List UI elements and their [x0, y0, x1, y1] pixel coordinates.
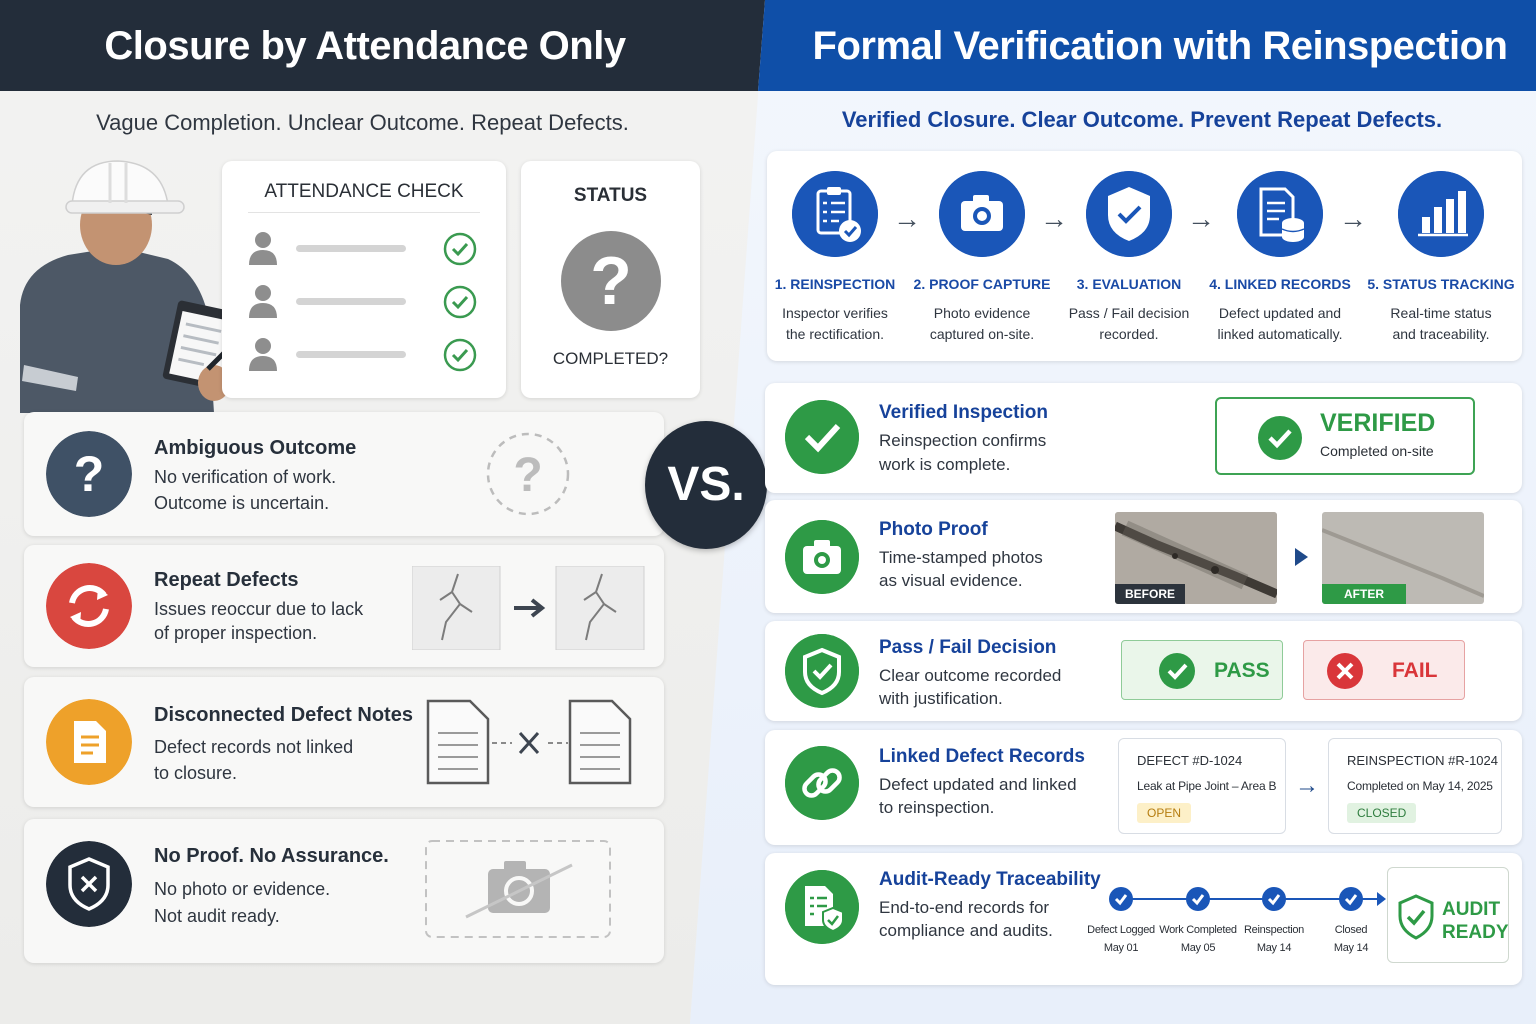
defect-record [1118, 738, 1286, 834]
no-camera-icon [424, 839, 612, 939]
timeline-check-icon [1186, 887, 1210, 911]
shield-x-icon [46, 841, 132, 927]
right-subtitle: Verified Closure. Clear Outcome. Prevent Repeat Defects. [841, 107, 1443, 132]
row-title: Verified Inspection [879, 402, 1048, 423]
right-title: Formal Verification with Reinspection [812, 24, 1508, 68]
row-desc: with justification. [879, 689, 1003, 708]
row-title: Ambiguous Outcome [154, 437, 357, 459]
fail-badge [1303, 640, 1465, 700]
reinspection-desc: Completed on May 14, 2025 [1347, 779, 1493, 793]
camera-icon [785, 520, 859, 594]
row-desc: Defect updated and linked [879, 775, 1077, 794]
row-desc: Clear outcome recorded [879, 666, 1062, 685]
step-proof-capture [902, 151, 1062, 361]
document-database-icon [1237, 171, 1323, 257]
step-title: 1. REINSPECTION [774, 276, 896, 292]
left-title: Closure by Attendance Only [104, 24, 626, 68]
name-placeholder-bar [296, 351, 406, 358]
timeline-label: Reinspection May 14 [1244, 924, 1304, 954]
attendance-row [222, 335, 506, 375]
row-desc: Defect records not linked [154, 737, 354, 757]
person-icon [248, 284, 278, 318]
timeline-check-icon [1339, 887, 1363, 911]
status-title: STATUS [573, 185, 648, 206]
row-desc: Time-stamped photos [879, 548, 1043, 567]
step-desc: Pass / Fail decision recorded. [1068, 305, 1190, 342]
verified-badge [1215, 397, 1475, 475]
disconnected-documents-illustration [424, 697, 636, 787]
shield-check-icon [1086, 171, 1172, 257]
before-photo [1115, 512, 1277, 604]
audit-ready-label: AUDIT READY [1442, 899, 1509, 943]
fail-label: FAIL [1392, 659, 1438, 682]
after-label: AFTER [1322, 584, 1406, 604]
verified-label: VERIFIED [1320, 409, 1436, 437]
reinspection-id: REINSPECTION #R-1024 [1347, 753, 1498, 768]
row-desc: Not audit ready. [154, 906, 280, 926]
row-desc: compliance and audits. [879, 921, 1053, 940]
before-label: BEFORE [1115, 584, 1185, 604]
shield-check-icon [1398, 894, 1434, 940]
step-title: 2. PROOF CAPTURE [913, 276, 1051, 292]
check-circle-icon [1158, 652, 1196, 690]
step-title: 4. LINKED RECORDS [1209, 276, 1351, 292]
crack-repeat-illustration [412, 566, 648, 650]
repeat-defects-card [24, 545, 664, 667]
vs-badge: VS. [645, 421, 767, 549]
link-icon [785, 746, 859, 820]
bar-chart-icon [1398, 171, 1484, 257]
check-icon [785, 400, 859, 474]
defect-id: DEFECT #D-1024 [1137, 753, 1243, 768]
audit-ready-card [765, 853, 1522, 985]
row-desc: Outcome is uncertain. [154, 493, 330, 513]
photo-proof-card [765, 500, 1522, 613]
check-circle-icon [442, 231, 478, 267]
row-title: Audit-Ready Traceability [879, 869, 1101, 890]
step-reinspection [755, 151, 915, 361]
status-card [521, 161, 700, 398]
row-title: Photo Proof [879, 519, 988, 540]
step-title: 5. STATUS TRACKING [1367, 276, 1515, 292]
timeline-check-icon [1109, 887, 1133, 911]
row-desc: as visual evidence. [879, 571, 1023, 590]
row-title: Disconnected Defect Notes [154, 704, 413, 726]
verified-inspection-card [765, 383, 1522, 493]
document-icon [46, 699, 132, 785]
camera-icon [939, 171, 1025, 257]
open-status-badge: OPEN [1137, 803, 1191, 823]
arrow-right-icon: → [893, 203, 921, 234]
row-desc: No photo or evidence. [154, 879, 331, 899]
svg-text:?: ? [73, 446, 105, 502]
timeline-check-icon [1262, 887, 1286, 911]
verified-sub: Completed on-site [1320, 443, 1434, 459]
refresh-icon [46, 563, 132, 649]
name-placeholder-bar [296, 298, 406, 305]
step-title: 3. EVALUATION [1076, 276, 1182, 292]
svg-text:?: ? [513, 449, 543, 502]
person-icon [248, 337, 278, 371]
row-desc: to reinspection. [879, 798, 995, 817]
step-desc: Defect updated and linked automatically. [1217, 305, 1343, 342]
reinspection-record [1328, 738, 1502, 834]
arrow-right-icon: → [1040, 203, 1068, 234]
row-title: Pass / Fail Decision [879, 637, 1057, 658]
step-linked-records [1200, 151, 1360, 361]
attendance-row [222, 282, 506, 322]
after-photo [1322, 512, 1484, 604]
check-circle-icon [1257, 415, 1303, 461]
timeline-arrow-icon [1377, 892, 1386, 906]
arrow-right-icon: → [1339, 203, 1367, 234]
audit-ready-badge [1387, 867, 1509, 963]
question-icon [46, 431, 132, 517]
left-subtitle: Vague Completion. Unclear Outcome. Repeat Defects. [96, 110, 629, 135]
x-circle-icon [1326, 652, 1364, 690]
question-mark-icon: ? [561, 231, 661, 331]
document-shield-icon [785, 870, 859, 944]
pass-badge [1121, 640, 1283, 700]
no-proof-card [24, 819, 664, 963]
row-desc: of proper inspection. [154, 623, 318, 643]
row-title: Repeat Defects [154, 569, 299, 591]
row-desc: to closure. [154, 763, 238, 783]
row-desc: Issues reoccur due to lack [154, 599, 364, 619]
row-desc: Reinspection confirms [879, 431, 1047, 450]
shield-check-icon [785, 634, 859, 708]
pass-label: PASS [1214, 659, 1270, 682]
play-arrow-icon [1295, 548, 1308, 566]
pass-fail-card [765, 621, 1522, 721]
disconnected-notes-card [24, 677, 664, 807]
row-desc: End-to-end records for [879, 898, 1050, 917]
ambiguous-outcome-card [24, 412, 664, 536]
check-circle-icon [442, 284, 478, 320]
step-desc: Inspector verifies the rectification. [782, 305, 888, 342]
attendance-check-title: ATTENDANCE CHECK [264, 181, 464, 202]
status-completed-question: COMPLETED? [552, 349, 669, 368]
name-placeholder-bar [296, 245, 406, 252]
step-desc: Photo evidence captured on-site. [929, 305, 1035, 342]
check-circle-icon [442, 337, 478, 373]
process-steps-card [767, 151, 1522, 361]
step-desc: Real-time status and traceability. [1390, 305, 1492, 342]
divider [248, 212, 480, 213]
timeline-label: Defect Logged May 01 [1087, 924, 1155, 954]
row-desc: No verification of work. [154, 467, 337, 487]
dashed-question-icon [486, 432, 570, 516]
closed-status-badge: CLOSED [1347, 803, 1416, 823]
row-title: Linked Defect Records [879, 746, 1085, 767]
arrow-right-icon: → [1295, 772, 1319, 799]
linked-records-card [765, 730, 1522, 845]
row-title: No Proof. No Assurance. [154, 845, 389, 867]
defect-desc: Leak at Pipe Joint – Area B [1137, 779, 1277, 793]
attendance-check-card [222, 161, 506, 398]
step-status-tracking [1361, 151, 1521, 361]
inspector-illustration [18, 155, 248, 415]
step-evaluation [1049, 151, 1209, 361]
attendance-row [222, 229, 506, 269]
clipboard-check-icon [792, 171, 878, 257]
person-icon [248, 231, 278, 265]
row-desc: work is complete. [879, 455, 1011, 474]
arrow-right-icon: → [1187, 203, 1215, 234]
timeline-label: Closed May 14 [1333, 924, 1369, 954]
timeline-label: Work Completed May 05 [1159, 924, 1237, 954]
